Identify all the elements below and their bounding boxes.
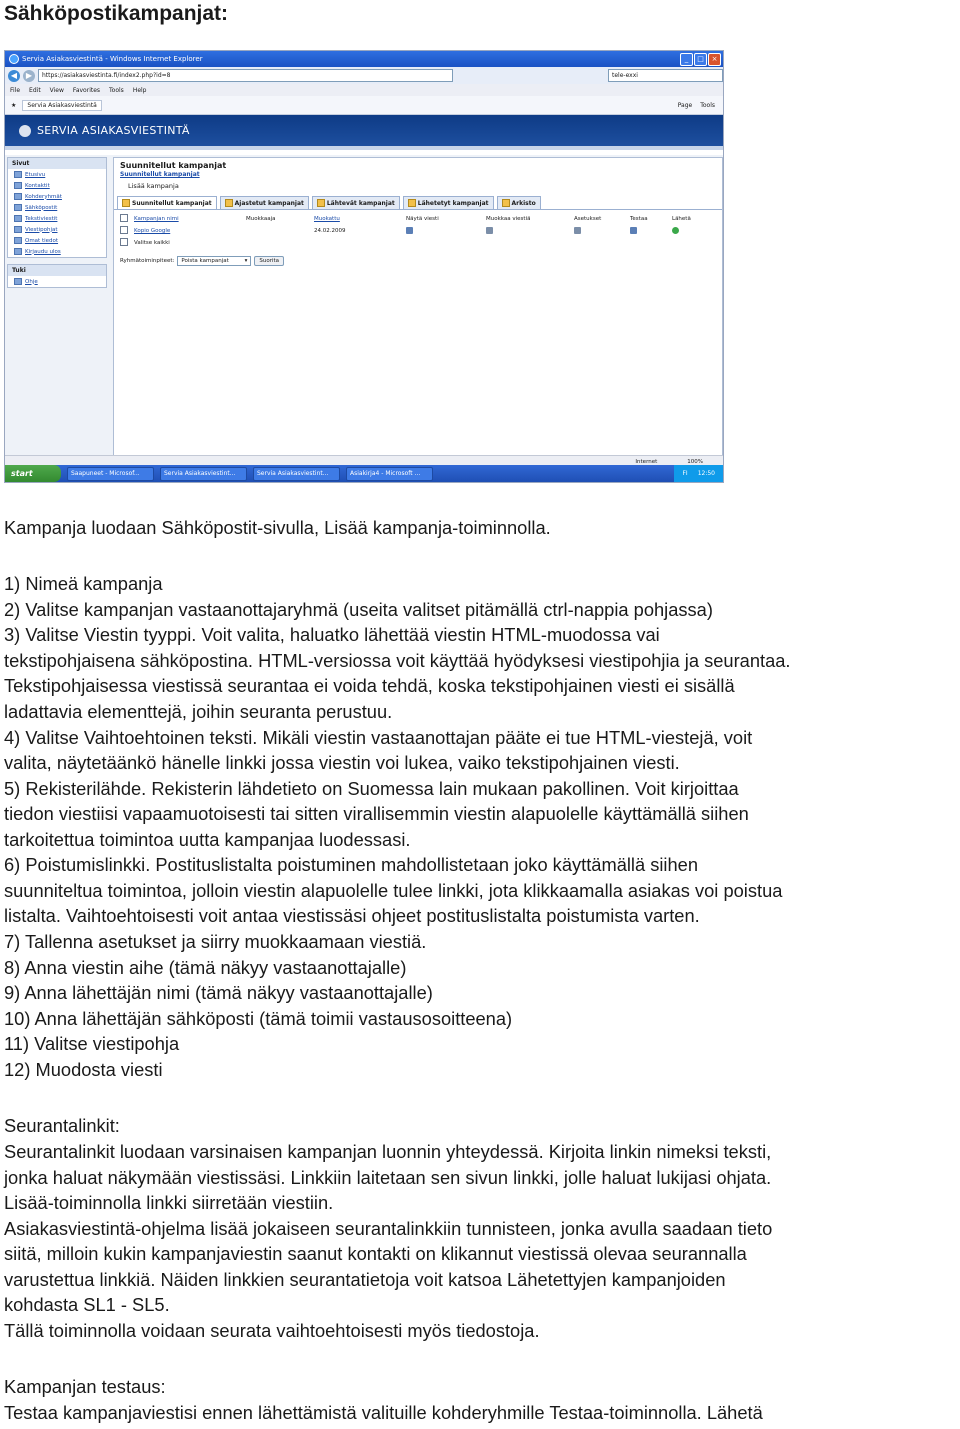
body-line: Lisää-toiminnolla linkki siirretään viestiin. — [4, 1192, 334, 1213]
help-icon — [14, 278, 22, 285]
body-line: jonka haluat näkymään viestissäsi. Linkkiin laitetaan sen sivun linkki, jolle haluat lukijasi ohjata. — [4, 1167, 772, 1188]
panel-title: Suunnitellut kampanjat — [120, 161, 227, 170]
page-icon — [14, 182, 22, 189]
body-line: varustettua linkkiä. Näiden linkkien seurantatietoja voit katsoa Lähetettyjen kampanjoiden — [4, 1269, 726, 1290]
tools-menu[interactable]: Tools — [700, 101, 715, 109]
step-line: tarkoitettua toimintoa uutta kampanjaa luodessasi. — [4, 829, 411, 850]
modified-date: 24.02.2009 — [314, 228, 346, 234]
sivut-box — [7, 157, 107, 258]
sidebar-item-etusivu[interactable]: Etusivu — [8, 169, 106, 180]
step-line: listalta. Vaihtoehtoisesti voit antaa viestissäsi ohjeet postituslistalta poistumista varten. — [4, 905, 700, 926]
col-kampanjan-nimi[interactable]: Kampanjan nimi — [134, 216, 179, 222]
run-button[interactable]: Suorita — [254, 256, 284, 266]
col-muokattu[interactable]: Muokattu — [314, 216, 340, 222]
test-icon[interactable] — [630, 227, 637, 234]
window-titlebar — [5, 51, 723, 67]
col-testaa: Testaa — [630, 216, 648, 222]
close-icon[interactable]: × — [708, 53, 721, 66]
add-campaign-button[interactable]: Lisää kampanja — [128, 182, 179, 190]
table-header — [120, 213, 716, 225]
breadcrumb[interactable]: Suunnitellut kampanjat — [120, 171, 200, 178]
campaign-name-link[interactable]: Kopio Google — [134, 228, 171, 234]
folder-icon — [317, 199, 325, 207]
campaign-table — [114, 210, 722, 252]
send-icon[interactable] — [672, 227, 679, 234]
page-menu[interactable]: Page — [677, 101, 693, 109]
group-ops-select[interactable]: Poista kampanjat ▾ — [177, 256, 251, 266]
step-line: 3) Valitse Viestin tyyppi. Voit valita, haluatko lähettää viestin HTML-muodossa vai — [4, 624, 660, 645]
page-icon — [14, 215, 22, 222]
step-line: valita, näytetäänkö hänelle linkki jossa viestin voi lukea, vaiko tekstipohjainen viesti. — [4, 752, 680, 773]
star-icon[interactable]: ★ — [11, 101, 17, 109]
step-line: 6) Poistumislinkki. Postituslistalta poistuminen mahdollistetaan joko käyttämällä siihen — [4, 854, 698, 875]
page-icon — [14, 237, 22, 244]
minimize-icon[interactable]: _ — [680, 53, 693, 66]
url-input[interactable]: https://asiakasviestinta.fi/index2.php?id=8 — [38, 69, 453, 82]
tab-lahtevat[interactable]: Lähtevät kampanjat — [312, 196, 400, 209]
tuki-box — [7, 264, 107, 288]
body-line: kohdasta SL1 - SL5. — [4, 1294, 170, 1315]
servia-logo-icon — [19, 125, 31, 137]
folder-icon — [225, 199, 233, 207]
step-line: suunniteltua toimintoa, jolloin viestin alapuolelle tulee linkki, jota klikkaamalla asiakas voi poistua — [4, 880, 783, 901]
taskbar-item[interactable]: Servia Asiakasviestint... — [253, 467, 340, 481]
body-line: Testaa kampanjaviestisi ennen lähettämistä valituille kohderyhmille Testaa-toiminnolla. Lähetä — [4, 1402, 763, 1423]
step-line: tiedon viestiisi vapaamuotoisesti tai sitten virallisemmin viestin alapuolelle käyttämällä siihen — [4, 803, 749, 824]
forward-icon[interactable]: ▶ — [23, 70, 35, 82]
step-line: Tekstipohjaisessa viestissä seurantaa ei voida tehdä, koska tekstipohjainen viesti ei sisällä — [4, 675, 735, 696]
section-heading-testaus: Kampanjan testaus: — [4, 1376, 166, 1397]
body-line: Seurantalinkit luodaan varsinaisen kampanjan luonnin yhteydessä. Kirjoita linkin nimeksi teksti, — [4, 1141, 772, 1162]
select-all-checkbox[interactable] — [120, 238, 128, 246]
left-sidebar — [7, 157, 107, 461]
table-row — [120, 225, 716, 237]
menu-edit[interactable]: Edit — [29, 86, 41, 94]
back-icon[interactable]: ◀ — [8, 70, 20, 82]
sidebar-item-kirjaudu-ulos[interactable]: Kirjaudu ulos — [8, 246, 106, 257]
step-line: 5) Rekisterilähde. Rekisterin lähdetieto on Suomessa lain mukaan pakollinen. Voit kirjoittaa — [4, 778, 739, 799]
menu-view[interactable]: View — [49, 86, 64, 94]
sidebar-item-tekstiviestit[interactable]: Tekstiviestit — [8, 213, 106, 224]
col-muokkaaja: Muokkaaja — [246, 216, 276, 222]
checkbox[interactable] — [120, 214, 128, 222]
address-bar — [5, 67, 723, 84]
app-content — [5, 155, 723, 463]
tab-lahetetyt[interactable]: Lähetetyt kampanjat — [403, 196, 494, 209]
body-line: siitä, milloin kukin kampanjaviestin saanut kontakti on klikannut viestissä olevaa seurannalla — [4, 1243, 747, 1264]
browser-tab[interactable]: Servia Asiakasviestintä — [22, 100, 101, 111]
intro-paragraph: Kampanja luodaan Sähköpostit-sivulla, Lisää kampanja-toiminnolla. — [4, 517, 551, 538]
body-line: Asiakasviestintä-ohjelma lisää jokaiseen seurantalinkkiin tunnisteen, jonka avulla saadaan tieto — [4, 1218, 773, 1239]
sidebar-item-omat-tiedot[interactable]: Omat tiedot — [8, 235, 106, 246]
tab-arkisto[interactable]: Arkisto — [497, 196, 541, 209]
page-icon — [14, 248, 22, 255]
sidebar-item-viestipohjat[interactable]: Viestipohjat — [8, 224, 106, 235]
favorites-bar — [5, 96, 723, 115]
campaign-tabs — [114, 190, 722, 210]
step-line: 2) Valitse kampanjan vastaanottajaryhmä (useita valitset pitämällä ctrl-nappia pohjassa) — [4, 599, 713, 620]
edit-message-icon[interactable] — [486, 227, 493, 234]
step-line: 10) Anna lähettäjän sähköposti (tämä toimii vastausosoitteena) — [4, 1008, 513, 1029]
main-panel — [113, 157, 723, 463]
settings-icon[interactable] — [574, 227, 581, 234]
sivut-heading: Sivut — [8, 158, 106, 169]
step-line: 12) Muodosta viesti — [4, 1059, 163, 1080]
browser-screenshot — [4, 50, 724, 483]
tab-suunnitellut[interactable]: Suunnitellut kampanjat — [117, 196, 217, 209]
sidebar-item-ohje[interactable]: Ohje — [8, 276, 106, 287]
folder-icon — [502, 199, 510, 207]
select-all-row — [120, 237, 716, 249]
system-tray — [674, 465, 723, 482]
section-heading-seurantalinkit: Seurantalinkit: — [4, 1115, 120, 1136]
taskbar-item[interactable]: Servia Asiakasviestint... — [160, 467, 247, 481]
menu-bar — [5, 84, 723, 96]
window-title: Servia Asiakasviestintä - Windows Internet Explorer — [22, 55, 203, 63]
row-checkbox[interactable] — [120, 226, 128, 234]
app-banner — [5, 115, 723, 146]
step-line: 4) Valitse Vaihtoehtoinen teksti. Mikäli viestin vastaanottajan pääte ei tue HTML-viestejä, voit — [4, 727, 753, 748]
col-asetukset: Asetukset — [574, 216, 602, 222]
col-muokkaa-viestia: Muokkaa viestiä — [486, 216, 531, 222]
taskbar — [5, 465, 723, 482]
chevron-down-icon: ▾ — [244, 258, 248, 264]
tuki-heading: Tuki — [8, 265, 106, 276]
taskbar-item[interactable]: Asiakirja4 - Microsoft ... — [346, 467, 433, 481]
group-ops-label: Ryhmätoiminpiteet: — [120, 258, 175, 264]
col-nayta-viesti: Näytä viesti — [406, 216, 439, 222]
banner-title: SERVIA ASIAKASVIESTINTÄ — [37, 124, 190, 137]
sidebar-item-kohderyhmat[interactable]: Kohderyhmät — [8, 191, 106, 202]
taskbar-item[interactable]: Saapuneet - Microsof... — [67, 467, 154, 481]
page-icon — [14, 204, 22, 211]
menu-file[interactable]: File — [10, 86, 21, 94]
step-line: 11) Valitse viestipohja — [4, 1033, 180, 1054]
group-operations — [114, 252, 722, 270]
select-all-label: Valitse kaikki — [134, 240, 170, 246]
page-icon — [14, 226, 22, 233]
step-line: ladattavia elementtejä, joihin seuranta perustuu. — [4, 701, 393, 722]
maximize-icon[interactable]: □ — [694, 53, 707, 66]
col-laheta: Lähetä — [672, 216, 691, 222]
language-indicator[interactable]: FI — [682, 470, 688, 477]
step-line: 1) Nimeä kampanja — [4, 573, 163, 594]
clock: 12:50 — [697, 470, 715, 477]
ie-icon — [9, 54, 19, 64]
page-icon — [14, 193, 22, 200]
step-line: 9) Anna lähettäjän nimi (tämä näkyy vastaanottajalle) — [4, 982, 433, 1003]
menu-favorites[interactable]: Favorites — [72, 86, 101, 94]
start-button[interactable]: start — [5, 465, 61, 482]
search-input[interactable]: tele-exxi — [608, 69, 723, 82]
body-line: Tällä toiminnolla voidaan seurata vaihtoehtoisesti myös tiedostoja. — [4, 1320, 540, 1341]
zoom-level[interactable]: 100% — [687, 458, 703, 465]
folder-icon — [122, 199, 130, 207]
step-line: 8) Anna viestin aihe (tämä näkyy vastaanottajalle) — [4, 957, 407, 978]
page-heading: Sähköpostikampanjat: — [4, 2, 229, 25]
step-line: 7) Tallenna asetukset ja siirry muokkaamaan viestiä. — [4, 931, 427, 952]
menu-tools[interactable]: Tools — [109, 86, 124, 94]
tab-ajastetut[interactable]: Ajastetut kampanjat — [220, 196, 309, 209]
step-line: tekstipohjaisena sähköpostina. HTML-versiossa voit käyttää hyödyksesi viestipohjia ja seurantaa. — [4, 650, 791, 671]
sidebar-item-kontaktit[interactable]: Kontaktit — [8, 180, 106, 191]
sidebar-item-sahkopostit[interactable]: Sähköpostit — [8, 202, 106, 213]
page-icon — [14, 171, 22, 178]
folder-icon — [408, 199, 416, 207]
menu-help[interactable]: Help — [132, 86, 147, 94]
view-message-icon[interactable] — [406, 227, 413, 234]
zone-label: Internet — [635, 458, 658, 465]
